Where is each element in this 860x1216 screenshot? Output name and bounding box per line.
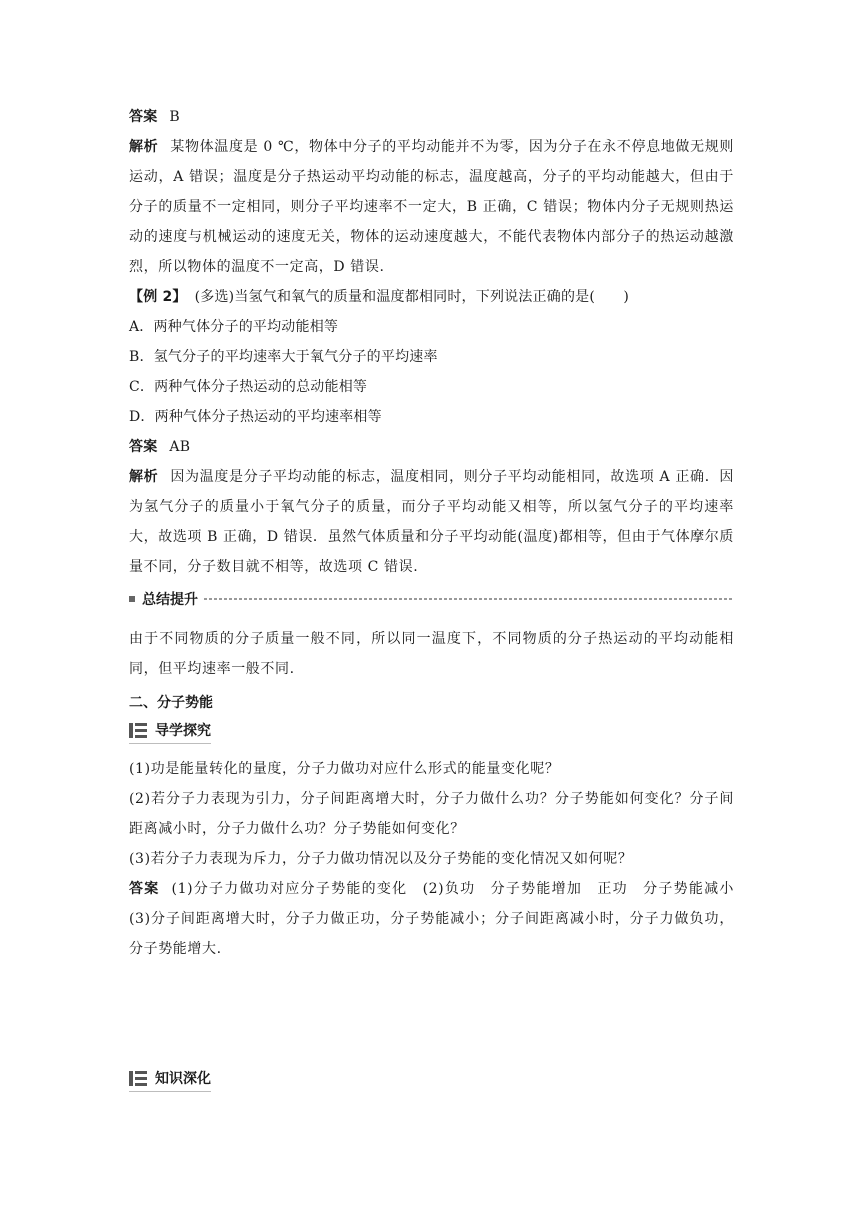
section-answer-paragraph (129, 874, 749, 964)
question-1: (1)功是能量转化的量度，分子力做功对应什么形式的能量变化呢？ (129, 761, 560, 777)
analysis-paragraph (129, 132, 734, 282)
option-a: A．两种气体分子的平均动能相等 (129, 319, 339, 335)
section-heading: 二、分子势能 (129, 695, 213, 711)
analysis-label: 解析 (129, 469, 159, 485)
answer-label: 答案 (129, 109, 158, 125)
question-3: (3)若分子力表现为斥力，分子力做功情况以及分子势能的变化情况又如何呢？ (129, 851, 633, 867)
analysis-text: 因为温度是分子平均动能的标志，温度相同，则分子平均动能相同，故选项 A 正确．因为氢气分子的质量小于氧气分子的质量，而分子平均动能又相等，所以氢气分子的平均速率大，故选项 B 正确，D 错误．虽然气体质量和分子平均动能(温度)都相等，但由于气体摩尔质量不同，分子数目就不相等，故选项 C 错误. (129, 469, 734, 575)
section-list-icon (129, 1071, 147, 1086)
answer-text: (1)分子力做功对应分子势能的变化 (2)负功 分子势能增加 正功 分子势能减小 (3)分子间距离增大时，分子力做正功，分子势能减小；分子间距离减小时，分子力做负功，分子势能增大. (129, 881, 749, 957)
guide-title: 导学探究 (155, 723, 211, 739)
summary-title: 总结提升 (142, 592, 198, 608)
question-2: (2)若分子力表现为引力，分子间距离增大时，分子力做什么功？分子势能如何变化？分子间距离减小时，分子力做什么功？分子势能如何变化？ (129, 791, 734, 837)
option-c: C．两种气体分子热运动的总动能相等 (129, 379, 368, 395)
example-label: 【例 2】 (129, 289, 187, 305)
example-answer-line (129, 432, 734, 462)
dotted-divider (204, 598, 734, 600)
knowledge-title: 知识深化 (155, 1071, 211, 1087)
summary-text: 由于不同物质的分子质量一般不同，所以同一温度下，不同物质的分子热运动的平均动能相同，但平均速率一般不同. (129, 631, 734, 677)
option-b: B．氢气分子的平均速率大于氧气分子的平均速率 (129, 349, 438, 365)
answer-value: B (169, 109, 180, 125)
example-2-stem (129, 282, 734, 312)
analysis-text: 某物体温度是 0 ℃，物体中分子的平均动能并不为零，因为分子在永不停息地做无规则运动，A 错误；温度是分子热运动平均动能的标志，温度越高，分子的平均动能越大，但由于分子的质量不一定相同，则分子平均速率不一定大，B 正确，C 错误；物体内分子无规则热运动的速度与机械运动的速度无关，物体的运动速度越大，不能代表物体内部分子的热运动越激烈，所以物体的温度不一定高，D 错误. (129, 139, 735, 275)
answer-line (129, 102, 734, 132)
answer-label: 答案 (129, 439, 158, 455)
guide-section-tag (129, 720, 211, 744)
section-list-icon (129, 723, 147, 738)
answer-label: 答案 (129, 881, 160, 897)
answer-value: AB (169, 439, 191, 455)
document-page (129, 102, 749, 964)
example-analysis-paragraph (129, 462, 734, 582)
summary-header (129, 584, 734, 614)
knowledge-section (129, 1066, 211, 1092)
knowledge-section-tag (129, 1068, 211, 1092)
option-d: D．两种气体分子热运动的平均速率相等 (129, 409, 382, 425)
example-stem-text: (多选)当氢气和氧气的质量和温度都相同时，下列说法正确的是( ) (194, 289, 630, 305)
analysis-label: 解析 (129, 139, 159, 155)
square-bullet-icon (129, 596, 135, 602)
